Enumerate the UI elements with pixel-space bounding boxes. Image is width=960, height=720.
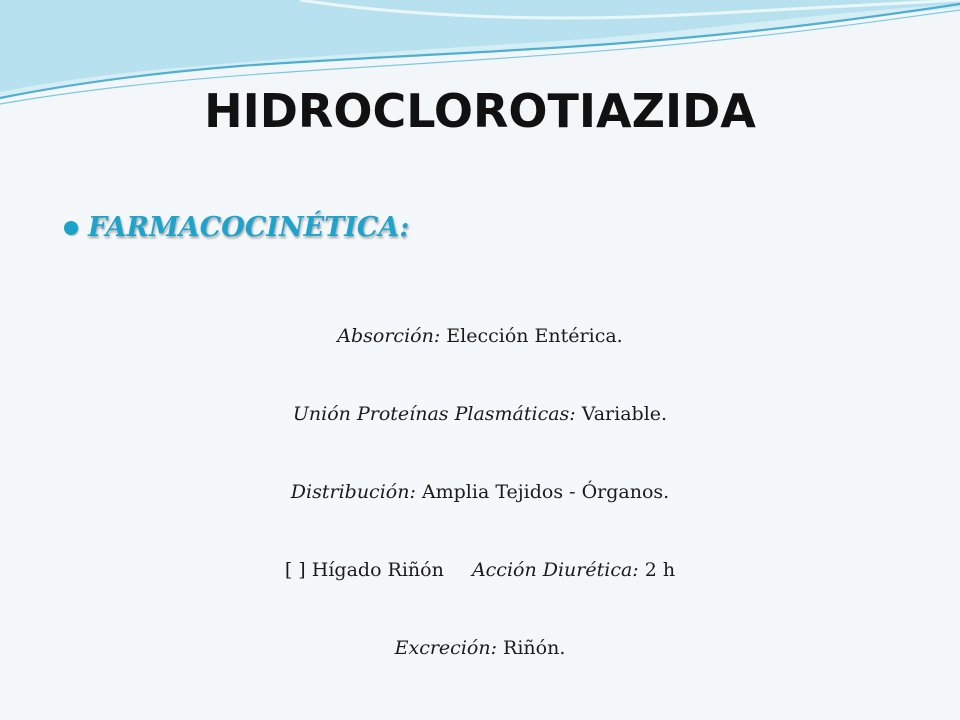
line-protein-binding: [0, 396, 960, 474]
line-label: Acción Diurética:: [471, 559, 639, 581]
bullet-heading: FARMACOCINÉTICA:: [88, 212, 410, 243]
slide-title: HIDROCLOROTIAZIDA: [204, 84, 756, 138]
line-label: Excreción:: [394, 637, 497, 659]
line-value: Variable.: [581, 403, 668, 425]
bullet-dot-icon: [64, 221, 78, 235]
line-label: Absorción:: [337, 325, 441, 347]
line-metabolism-action: [0, 552, 960, 630]
line-label: Distribución:: [290, 481, 416, 503]
line-absorption: [0, 318, 960, 396]
bullet-item: [64, 212, 409, 243]
line-distribution: [0, 474, 960, 552]
line-value: 2 h: [644, 559, 676, 581]
line-prefix: [ ] Hígado Riñón: [284, 559, 444, 581]
line-excretion: [0, 630, 960, 708]
line-label: Unión Proteínas Plasmáticas:: [292, 403, 576, 425]
line-value: Riñón.: [503, 637, 566, 659]
pharmacokinetics-list: [0, 318, 960, 708]
line-value: Elección Entérica.: [446, 325, 623, 347]
line-value: Amplia Tejidos - Órganos.: [421, 481, 670, 503]
